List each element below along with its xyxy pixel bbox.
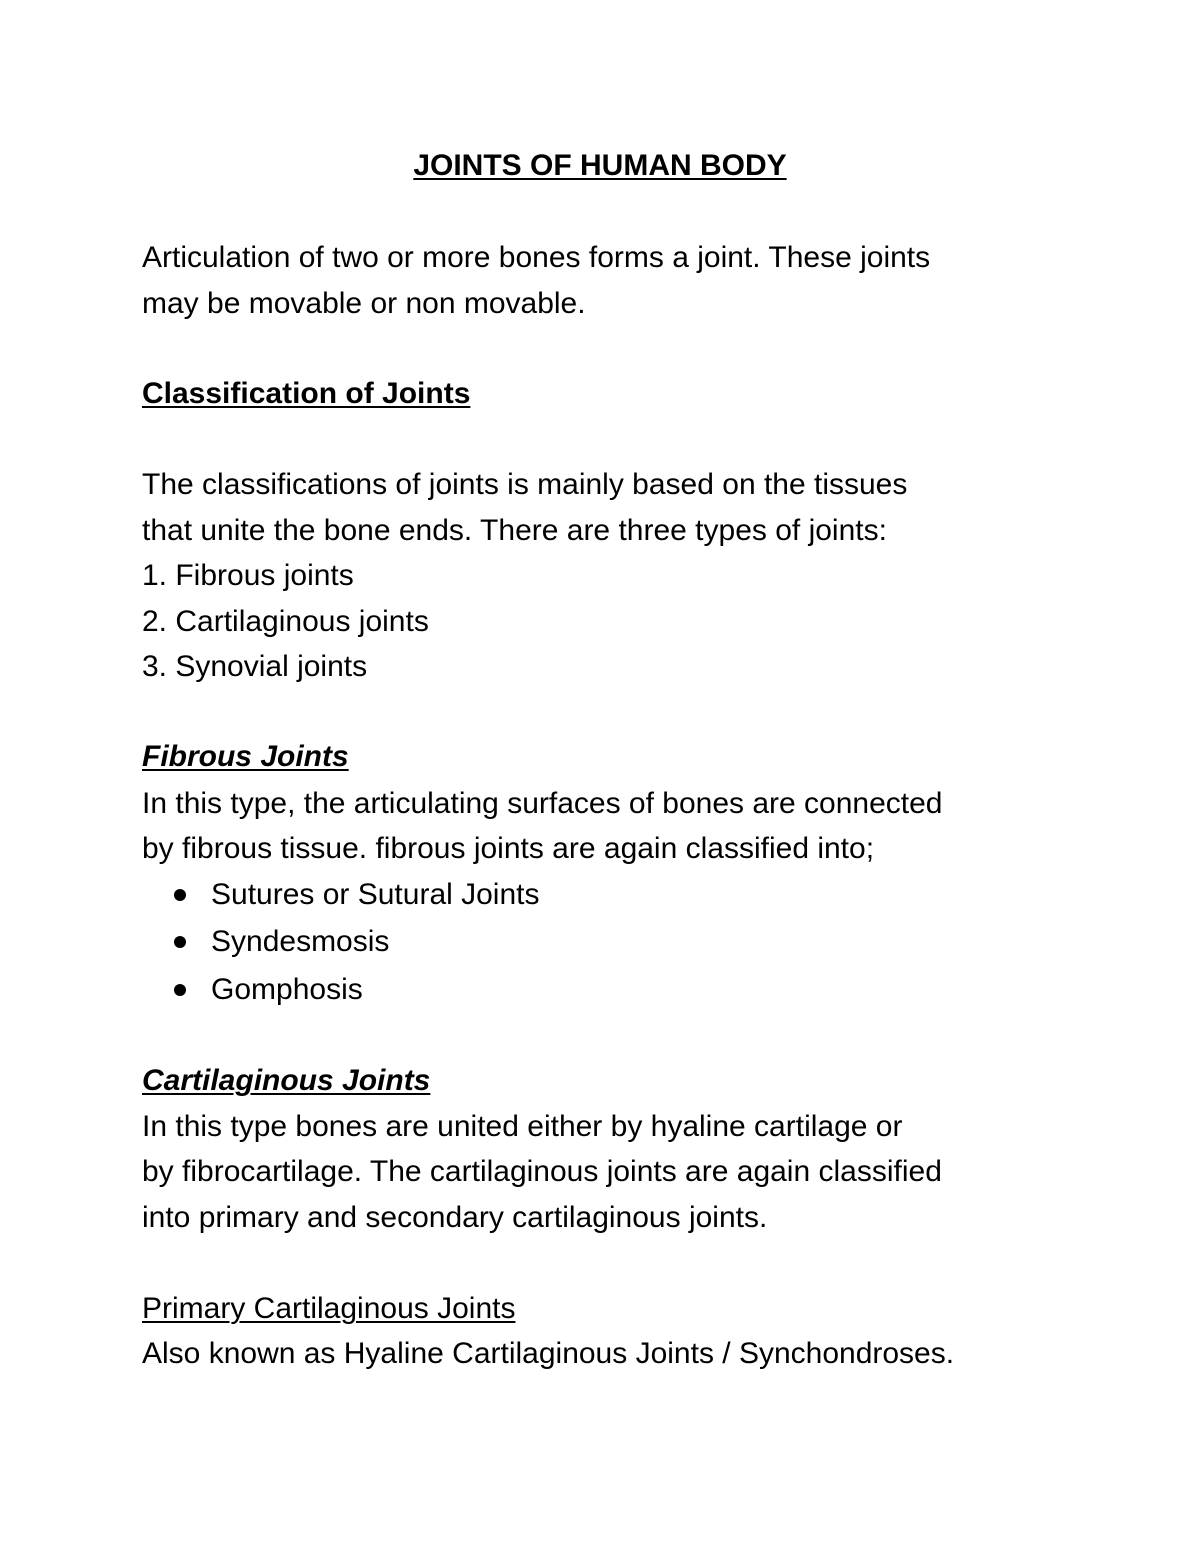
primary-heading: Primary Cartilaginous Joints (142, 1292, 516, 1325)
cartilaginous-body-line-1: In this type bones are united either by hyaline cartilage or (142, 1110, 903, 1143)
bullet-text: Syndesmosis (211, 925, 390, 958)
document-title: JOINTS OF HUMAN BODY (413, 149, 787, 182)
classification-body-line-2: that unite the bone ends. There are three types of joints: (142, 514, 887, 547)
cartilaginous-body-line-2: by fibrocartilage. The cartilaginous joints are again classified (142, 1155, 942, 1188)
bullet-icon (174, 889, 186, 901)
cartilaginous-heading: Cartilaginous Joints (142, 1064, 431, 1097)
bullet-text: Sutures or Sutural Joints (211, 878, 540, 911)
bullet-icon (174, 936, 186, 948)
cartilaginous-body-line-3: into primary and secondary cartilaginous joints. (142, 1201, 768, 1234)
bullet-icon (174, 984, 186, 996)
bullet-text: Gomphosis (211, 973, 363, 1006)
classification-list-item: 2. Cartilaginous joints (142, 605, 429, 638)
classification-list-item: 3. Synovial joints (142, 650, 368, 683)
intro-line-2: may be movable or non movable. (142, 287, 586, 320)
fibrous-heading: Fibrous Joints (142, 740, 349, 773)
classification-heading: Classification of Joints (142, 377, 471, 410)
intro-line-1: Articulation of two or more bones forms a joint. These joints (142, 241, 931, 274)
classification-body-line-1: The classifications of joints is mainly based on the tissues (142, 468, 908, 501)
classification-list-item: 1. Fibrous joints (142, 559, 354, 592)
fibrous-body-line-1: In this type, the articulating surfaces of bones are connected (142, 787, 943, 820)
primary-body-line-1: Also known as Hyaline Cartilaginous Joints / Synchondroses. (142, 1337, 955, 1370)
fibrous-body-line-2: by fibrous tissue. fibrous joints are again classified into; (142, 832, 875, 865)
